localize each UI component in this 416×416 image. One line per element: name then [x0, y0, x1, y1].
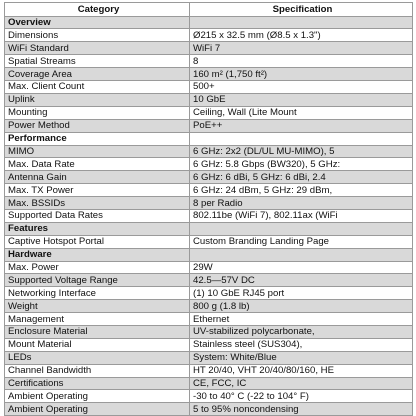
header-specification: Specification	[190, 3, 413, 17]
spec-category-cell: LEDs	[5, 351, 190, 364]
spec-value-cell: (1) 10 GbE RJ45 port	[190, 287, 413, 300]
spec-category-cell: Certifications	[5, 377, 190, 390]
spec-value-cell: 500+	[190, 81, 413, 94]
table-row	[5, 287, 413, 300]
section-title: Overview	[5, 16, 190, 29]
spec-category-cell: Max. BSSIDs	[5, 197, 190, 210]
spec-category-cell: WiFi Standard	[5, 42, 190, 55]
table-header-row	[5, 3, 413, 17]
table-row	[5, 184, 413, 197]
section-empty-cell	[190, 248, 413, 261]
section-empty-cell	[190, 132, 413, 145]
spec-category-cell: Weight	[5, 300, 190, 313]
spec-category-cell: Max. Client Count	[5, 81, 190, 94]
spec-category-cell: Networking Interface	[5, 287, 190, 300]
spec-category-cell: Uplink	[5, 93, 190, 106]
spec-category-cell: Spatial Streams	[5, 55, 190, 68]
spec-table-body	[5, 16, 413, 416]
table-row	[5, 235, 413, 248]
table-row	[5, 158, 413, 171]
table-row	[5, 338, 413, 351]
spec-value-cell: 29W	[190, 261, 413, 274]
table-row	[5, 171, 413, 184]
section-header-row	[5, 16, 413, 29]
header-category: Category	[5, 3, 190, 17]
table-row	[5, 364, 413, 377]
spec-value-cell: 160 m² (1,750 ft²)	[190, 68, 413, 81]
spec-category-cell: Dimensions	[5, 29, 190, 42]
table-row	[5, 55, 413, 68]
spec-value-cell: Ø215 x 32.5 mm (Ø8.5 x 1.3")	[190, 29, 413, 42]
spec-category-cell: Mount Material	[5, 338, 190, 351]
spec-value-cell: 6 GHz: 24 dBm, 5 GHz: 29 dBm,	[190, 184, 413, 197]
table-row	[5, 29, 413, 42]
section-header-row	[5, 248, 413, 261]
spec-value-cell: 8 per Radio	[190, 197, 413, 210]
table-row	[5, 209, 413, 222]
spec-value-cell: Stainless steel (SUS304),	[190, 338, 413, 351]
spec-value-cell: 800 g (1.8 lb)	[190, 300, 413, 313]
table-row	[5, 351, 413, 364]
table-row	[5, 313, 413, 326]
spec-category-cell: Max. Data Rate	[5, 158, 190, 171]
spec-value-cell: 5 to 95% noncondensing	[190, 403, 413, 416]
section-title: Hardware	[5, 248, 190, 261]
spec-value-cell: 6 GHz: 2x2 (DL/UL MU-MIMO), 5	[190, 145, 413, 158]
spec-value-cell: System: White/Blue	[190, 351, 413, 364]
spec-category-cell: Power Method	[5, 119, 190, 132]
section-title: Features	[5, 222, 190, 235]
spec-category-cell: Channel Bandwidth	[5, 364, 190, 377]
spec-value-cell: Ethernet	[190, 313, 413, 326]
spec-category-cell: MIMO	[5, 145, 190, 158]
spec-value-cell: -30 to 40° C (-22 to 104° F)	[190, 390, 413, 403]
table-row	[5, 274, 413, 287]
table-row	[5, 325, 413, 338]
spec-value-cell: HT 20/40, VHT 20/40/80/160, HE	[190, 364, 413, 377]
spec-category-cell: Ambient Operating	[5, 403, 190, 416]
table-row	[5, 119, 413, 132]
spec-table	[4, 2, 413, 416]
section-header-row	[5, 222, 413, 235]
table-row	[5, 42, 413, 55]
spec-table-container	[4, 2, 412, 416]
table-row	[5, 93, 413, 106]
spec-category-cell: Antenna Gain	[5, 171, 190, 184]
spec-value-cell: 6 GHz: 6 dBi, 5 GHz: 6 dBi, 2.4	[190, 171, 413, 184]
table-row	[5, 377, 413, 390]
spec-value-cell: PoE++	[190, 119, 413, 132]
spec-value-cell: UV-stabilized polycarbonate,	[190, 325, 413, 338]
spec-value-cell: 10 GbE	[190, 93, 413, 106]
table-row	[5, 300, 413, 313]
section-header-row	[5, 132, 413, 145]
spec-value-cell: 6 GHz: 5.8 Gbps (BW320), 5 GHz:	[190, 158, 413, 171]
table-row	[5, 68, 413, 81]
section-title: Performance	[5, 132, 190, 145]
spec-value-cell: CE, FCC, IC	[190, 377, 413, 390]
spec-category-cell: Coverage Area	[5, 68, 190, 81]
spec-value-cell: Custom Branding Landing Page	[190, 235, 413, 248]
section-empty-cell	[190, 222, 413, 235]
table-row	[5, 261, 413, 274]
table-row	[5, 106, 413, 119]
spec-category-cell: Mounting	[5, 106, 190, 119]
spec-value-cell: 8	[190, 55, 413, 68]
table-row	[5, 81, 413, 94]
table-row	[5, 390, 413, 403]
spec-category-cell: Captive Hotspot Portal	[5, 235, 190, 248]
spec-value-cell: Ceiling, Wall (Lite Mount	[190, 106, 413, 119]
spec-value-cell: WiFi 7	[190, 42, 413, 55]
spec-category-cell: Supported Voltage Range	[5, 274, 190, 287]
spec-value-cell: 802.11be (WiFi 7), 802.11ax (WiFi	[190, 209, 413, 222]
spec-category-cell: Max. Power	[5, 261, 190, 274]
table-row	[5, 403, 413, 416]
table-row	[5, 197, 413, 210]
spec-category-cell: Enclosure Material	[5, 325, 190, 338]
table-row	[5, 145, 413, 158]
spec-category-cell: Max. TX Power	[5, 184, 190, 197]
spec-category-cell: Ambient Operating	[5, 390, 190, 403]
spec-value-cell: 42.5—57V DC	[190, 274, 413, 287]
spec-category-cell: Supported Data Rates	[5, 209, 190, 222]
spec-category-cell: Management	[5, 313, 190, 326]
section-empty-cell	[190, 16, 413, 29]
